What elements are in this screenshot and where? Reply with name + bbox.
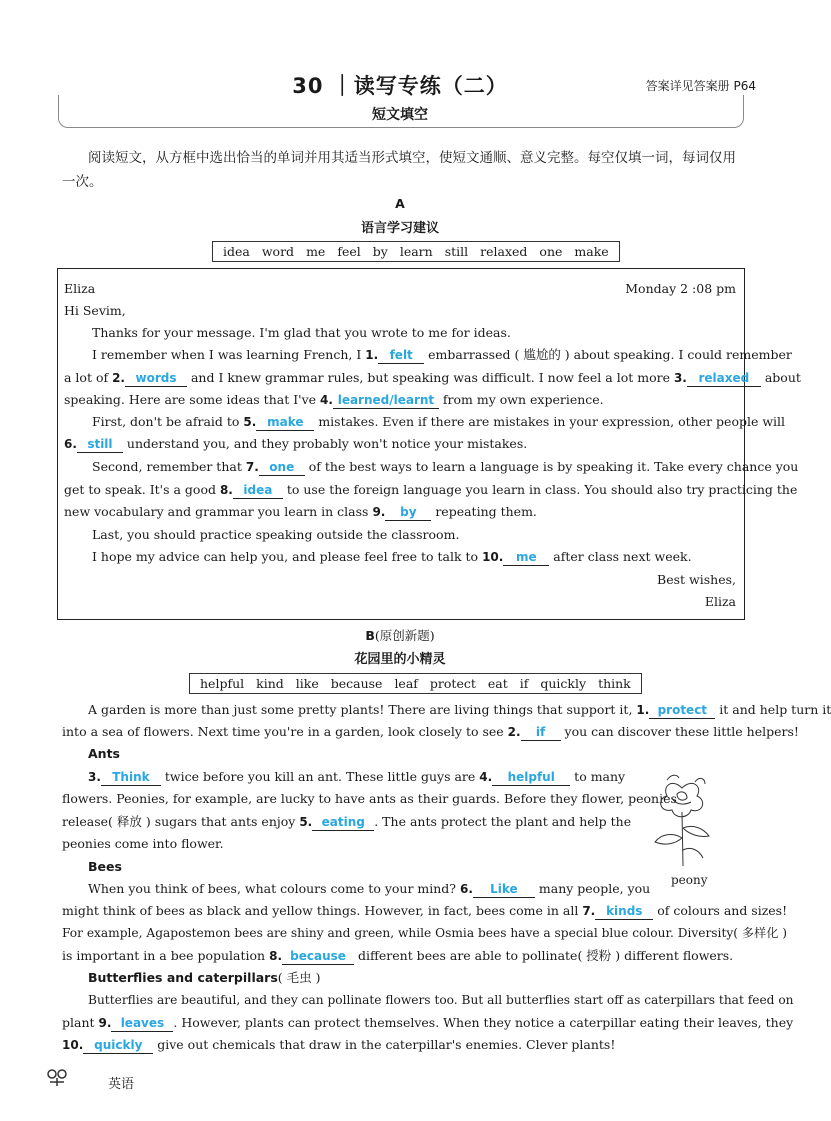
- letter-line: a lot of 2. words and I knew grammar rules, but speaking was difficult. I now feel a lot more 3. relaxed about: [64, 370, 801, 385]
- answer-blank: kinds: [595, 903, 653, 920]
- letter-from: Eliza: [64, 281, 96, 296]
- answer-blank: Like: [473, 881, 535, 898]
- word-option: by: [372, 244, 388, 259]
- passage-line: When you think of bees, what colours come to your mind? 6. Like many people, you: [88, 881, 651, 896]
- word-option: like: [295, 676, 319, 691]
- blank-number: 7.: [582, 904, 596, 918]
- letter-line: 6. still understand you, and they probably won't notice your mistakes.: [64, 436, 528, 451]
- word-option: think: [598, 676, 631, 691]
- word-option: feel: [337, 244, 361, 259]
- passage-line: flowers. Peonies, for example, are lucky to have ants as their guards. Before they flower, peonies: [62, 791, 677, 806]
- blank-number: 5.: [243, 415, 257, 429]
- peony-caption: peony: [671, 873, 708, 887]
- passage-line: 3. Think twice before you kill an ant. These little guys are 4. helpful to many: [88, 769, 626, 784]
- answer-blank: relaxed: [687, 370, 761, 387]
- answer-blank: Think: [101, 769, 161, 786]
- answer-blank: words: [125, 370, 187, 387]
- answer-blank: because: [282, 948, 354, 965]
- word-option: protect: [429, 676, 476, 691]
- part-b-title: 花园里的小精灵: [354, 652, 446, 667]
- passage-line: is important in a bee population 8. because different bees are able to pollinate( 授粉 ) different flowers.: [62, 948, 734, 963]
- blank-number: 9.: [372, 505, 386, 519]
- letter-time: Monday 2 :08 pm: [625, 281, 736, 296]
- word-option: quickly: [540, 676, 587, 691]
- blank-number: 2.: [112, 371, 125, 385]
- word-option: still: [444, 244, 469, 259]
- letter-signature: Eliza: [704, 594, 736, 609]
- blank-number: 6.: [460, 882, 473, 896]
- letter-line: new vocabulary and grammar you learn in class 9. by repeating them.: [64, 504, 537, 519]
- blank-number: 3.: [673, 371, 687, 385]
- answer-blank: idea: [233, 482, 283, 499]
- passage-line: 10. quickly give out chemicals that draw in the caterpillar's enemies. Clever plants!: [62, 1037, 616, 1052]
- subheading-ants: Ants: [88, 746, 120, 761]
- word-option: kind: [256, 676, 284, 691]
- word-option: learn: [399, 244, 433, 259]
- blank-number: 3.: [88, 770, 101, 784]
- publisher-logo-icon: [46, 1066, 68, 1088]
- answer-blank: learned/learnt: [333, 392, 439, 409]
- subheading-bees: Bees: [88, 859, 122, 874]
- passage-line: A garden is more than just some pretty plants! There are living things that support it, 1. protect it and help turn it: [88, 702, 831, 717]
- letter-closing: Best wishes,: [657, 572, 736, 587]
- passage-line: release( 释放 ) sugars that ants enjoy 5. eating . The ants protect the plant and help the: [62, 814, 632, 829]
- word-option: because: [330, 676, 383, 691]
- passage-line: Butterflies are beautiful, and they can pollinate flowers too. But all butterflies start off as caterpillars that feed on: [88, 993, 794, 1007]
- blank-number: 7.: [245, 460, 259, 474]
- word-option: word: [261, 244, 295, 259]
- section-title: 短文填空: [372, 107, 428, 123]
- letter-line: I hope my advice can help you, and please feel free to talk to 10. me after class next week.: [92, 549, 692, 564]
- word-box-b: [189, 673, 642, 694]
- part-b-label: B(原创新题): [365, 628, 435, 643]
- word-box-a: [212, 241, 620, 262]
- blank-number: 10.: [62, 1038, 84, 1052]
- subheading-butterflies: Butterflies and caterpillars( 毛虫 ): [88, 970, 321, 985]
- word-option: me: [306, 244, 326, 259]
- passage-line: For example, Agapostemon bees are shiny and green, while Osmia bees have a special blue colour. Diversity( 多样化 ): [62, 926, 788, 940]
- answer-blank: helpful: [492, 769, 570, 786]
- blank-number: 9.: [98, 1016, 112, 1030]
- letter-line: Second, remember that 7. one of the best ways to learn a language is by speaking it. Take every chance you: [92, 459, 799, 474]
- word-option: make: [574, 244, 609, 259]
- answer-blank: felt: [378, 347, 424, 364]
- answer-blank: one: [259, 459, 305, 476]
- letter-line: speaking. Here are some ideas that I've 4. learned/learnt from my own experience.: [64, 392, 604, 407]
- answer-reference: 答案详见答案册 P64: [645, 79, 756, 93]
- answer-blank: protect: [649, 702, 715, 719]
- blank-number: 6.: [64, 437, 77, 451]
- answer-blank: make: [256, 414, 314, 431]
- blank-number: 4.: [479, 770, 493, 784]
- instructions: 阅读短文，从方框中选出恰当的单词并用其适当形式填空，使短文通顺、意义完整。每空仅填一词，每词仅用一次。: [62, 150, 736, 190]
- letter-line: Thanks for your message. I'm glad that you wrote to me for ideas.: [92, 325, 511, 340]
- letter-greeting: Hi Sevim,: [64, 303, 126, 318]
- blank-number: 8.: [269, 949, 283, 963]
- blank-number: 1.: [636, 703, 650, 717]
- answer-blank: still: [77, 436, 123, 453]
- word-option: one: [539, 244, 563, 259]
- word-option: relaxed: [480, 244, 528, 259]
- passage-line: peonies come into flower.: [62, 836, 224, 851]
- answer-blank: by: [385, 504, 431, 521]
- blank-number: 2.: [507, 725, 521, 739]
- part-a-title: 语言学习建议: [360, 221, 439, 236]
- word-option: helpful: [200, 676, 245, 691]
- passage-line: plant 9. leaves . However, plants can protect themselves. When they notice a caterpillar eating their leaves, they: [62, 1015, 794, 1030]
- blank-number: 5.: [299, 815, 313, 829]
- footer-subject: 英语: [108, 1077, 135, 1092]
- answer-blank: me: [503, 549, 549, 566]
- answer-blank: if: [521, 724, 561, 741]
- passage-line: into a sea of flowers. Next time you're in a garden, look closely to see 2. if you can discover these little helpers!: [62, 724, 799, 739]
- blank-number: 8.: [219, 483, 233, 497]
- part-a-label: A: [395, 196, 405, 211]
- word-option: idea: [223, 244, 250, 259]
- page-title: 30 ｜读写专练（二）: [292, 74, 508, 98]
- answer-blank: eating: [312, 814, 374, 831]
- blank-number: 4.: [320, 393, 333, 407]
- word-option: if: [519, 676, 529, 691]
- blank-number: 1.: [365, 348, 379, 362]
- letter-line: Last, you should practice speaking outside the classroom.: [92, 527, 460, 542]
- blank-number: 10.: [482, 550, 504, 564]
- letter-line: get to speak. It's a good 8. idea to use the foreign language you learn in class. You should also try practicing the: [64, 482, 798, 497]
- word-option: leaf: [394, 676, 418, 691]
- peony-illustration: [647, 768, 717, 868]
- passage-line: might think of bees as black and yellow things. However, in fact, bees come in all 7. kinds of colours and sizes!: [62, 903, 788, 918]
- word-option: eat: [487, 676, 508, 691]
- answer-blank: leaves: [111, 1015, 173, 1032]
- answer-blank: quickly: [83, 1037, 153, 1054]
- letter-line: First, don't be afraid to 5. make mistakes. Even if there are mistakes in your expression, other people will: [92, 414, 786, 429]
- letter-line: I remember when I was learning French, I 1. felt embarrassed ( 尴尬的 ) about speaking. I could remember: [92, 347, 792, 362]
